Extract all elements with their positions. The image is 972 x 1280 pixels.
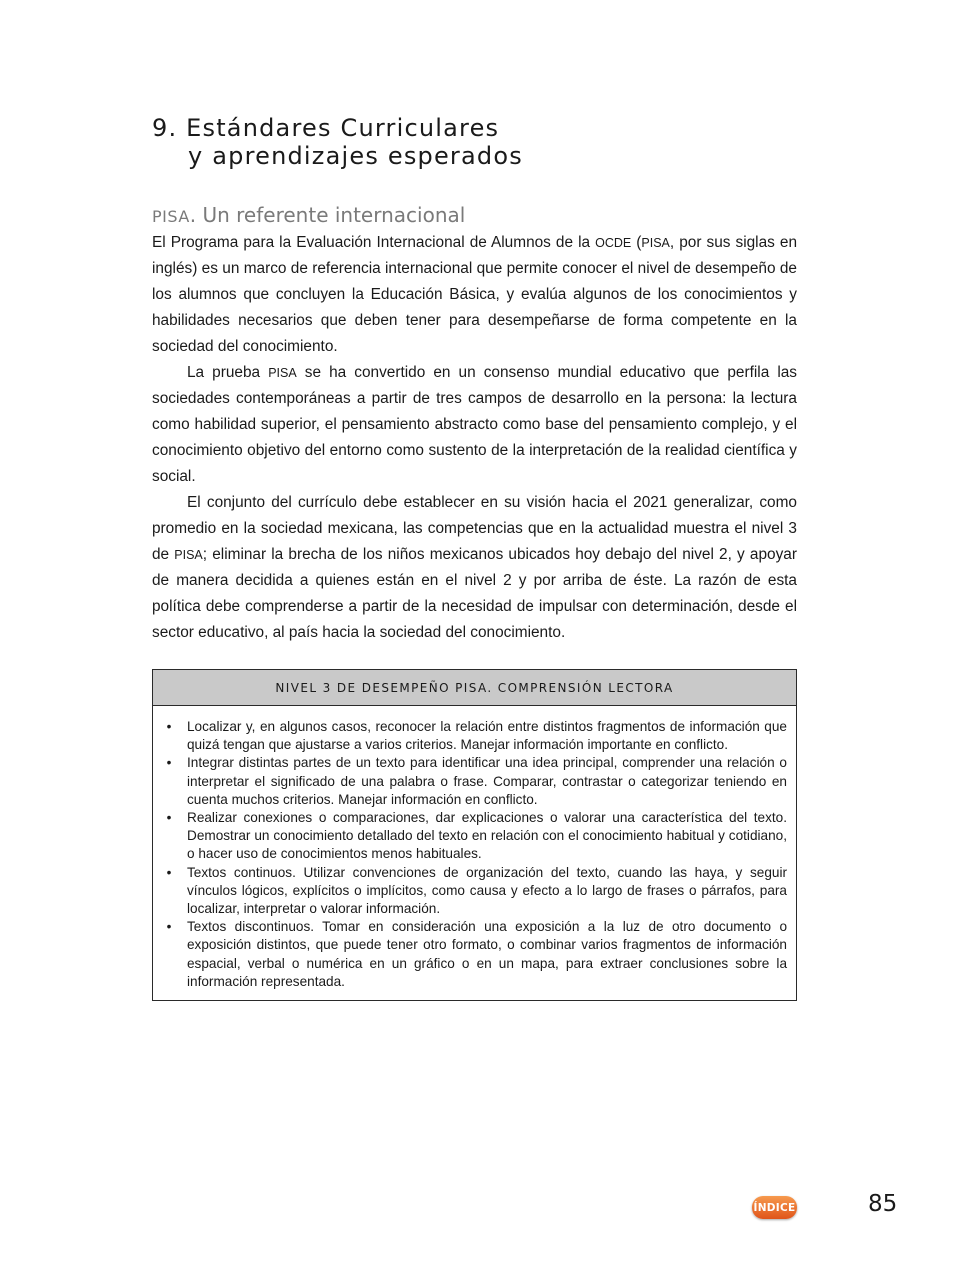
bullet-icon: • <box>166 719 172 734</box>
list-item-text: Realizar conexiones o comparaciones, dar explicaciones o valorar una característica del texto. Demostrar un conocimiento detallado del texto en relación con el conocimiento habitual y cotidiano, o hacer uso de conocimientos menos habituales. <box>187 810 787 862</box>
list-item-text: Textos continuos. Utilizar convenciones de organización del texto, cuando las haya, y seguir vínculos lógicos, explícitos o implícitos, como causa y efecto a lo largo de frases o párrafos, para localizar, interpretar o valorar información. <box>187 864 787 917</box>
body-text <box>152 230 797 646</box>
acronym-pisa: PISA <box>174 548 203 562</box>
section-heading <box>152 202 465 230</box>
paragraph-2 <box>152 360 797 490</box>
acronym-pisa: PISA <box>641 236 670 250</box>
list-item-text: Textos discontinuos. Tomar en consideración una exposición a la luz de otro documento o exposición distintos, que puede tener otro formato, o combinar varios fragmentos de información espacial, verbal o numérica en un gráfico o en un mapa, para extraer conclusiones sobre la información representada. <box>187 919 787 989</box>
level-box-header: NIVEL 3 DE DESEMPEÑO PISA. COMPRENSIÓN LECTORA <box>153 670 796 706</box>
chapter-title-line2: y aprendizajes esperados <box>188 142 523 170</box>
paragraph-2-text-a: La prueba <box>187 364 269 381</box>
paragraph-1 <box>152 230 797 360</box>
paragraph-2-text-b: se ha convertido en un consenso mundial educativo que perfila las sociedades contemporáneas a partir de tres campos de desarrollo en la persona: la lectura como habilidad superior, el pensamiento abstracto como base del pensamiento complejo, y el conocimiento objetivo del entorno como sustento de la interpretación de la realidad científica y social. <box>152 364 797 485</box>
level-box-list <box>153 706 796 1000</box>
page-number: 85 <box>868 1191 898 1217</box>
acronym-pisa: PISA <box>268 366 297 380</box>
list-item <box>163 754 787 809</box>
chapter-title-line1: 9. Estándares Curriculares <box>152 114 500 142</box>
bullet-icon: • <box>166 864 172 880</box>
paragraph-3 <box>152 490 797 646</box>
bullet-icon: • <box>166 755 172 771</box>
paragraph-3-text-b: ; eliminar la brecha de los niños mexicanos ubicados hoy debajo del nivel 2, y apoyar de manera decidida a quienes están en el nivel 2 y por arriba de éste. La razón de esta política debe comprenderse a partir de la necesidad de impulsar con determinación, desde el sector educativo, al país hacia la sociedad del conocimiento. <box>152 546 797 641</box>
paragraph-1-text-b: ( <box>631 234 642 251</box>
chapter-title <box>152 114 797 170</box>
list-item-text: Integrar distintas partes de un texto para identificar una idea principal, comprender una relación o interpretar el significado de una palabra o frase. Comparar, contrastar o categorizar teniendo en cuenta muchos criterios. Manejar información en conflicto. <box>187 755 787 807</box>
section-heading-acronym: PISA <box>152 207 190 226</box>
paragraph-3-text-a: El conjunto del currículo debe establecer en su visión hacia el 2021 generalizar, como promedio en la sociedad mexicana, las competencias que en la actualidad muestra el nivel 3 de <box>152 494 797 563</box>
list-item <box>163 864 787 919</box>
bullet-icon: • <box>166 810 172 826</box>
paragraph-1-text-a: El Programa para la Evaluación Internacional de Alumnos de la <box>152 234 596 251</box>
list-item-text: Localizar y, en algunos casos, reconocer la relación entre distintos fragmentos de información que quizá tengan que ajustarse a varios criterios. Manejar información importante en conflicto. <box>187 719 787 753</box>
list-item <box>163 718 787 754</box>
acronym-ocde: OCDE <box>595 236 632 250</box>
paragraph-1-text-c: , por sus siglas en inglés) es un marco de referencia internacional que permite conocer el nivel de desempeño de los alumnos que concluyen la Educación Básica, y evalúa algunos de los conocimientos y habilidades necesarios que deben tener para desempeñarse de forma competente en la sociedad del conocimiento. <box>152 234 797 355</box>
bullet-icon: • <box>166 919 172 935</box>
section-heading-text: . Un referente internacional <box>189 203 466 227</box>
list-item <box>163 918 787 991</box>
level-3-box <box>152 669 797 1001</box>
list-item <box>163 809 787 864</box>
indice-button[interactable]: ÍNDICE <box>752 1196 797 1219</box>
